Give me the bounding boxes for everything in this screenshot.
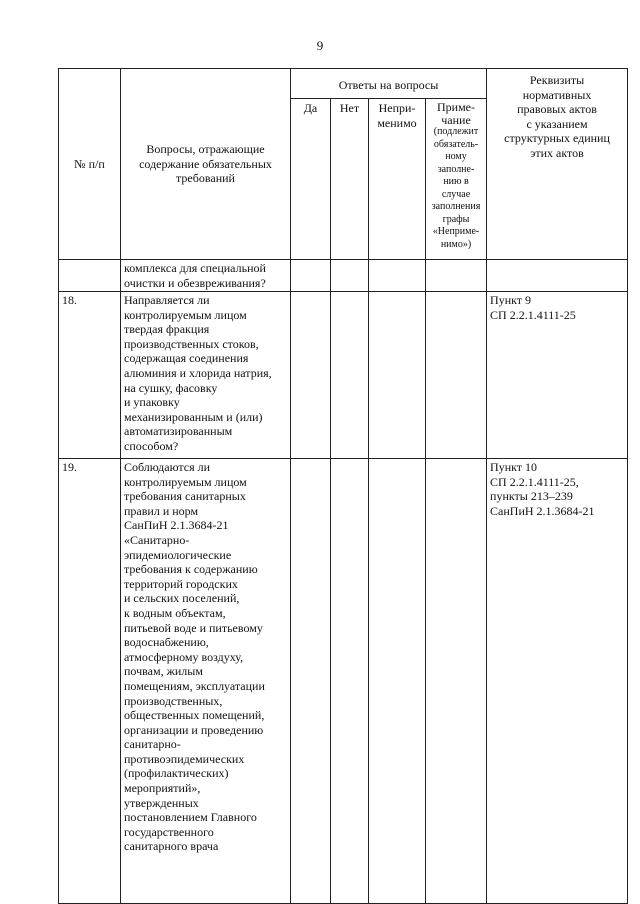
answer-note-cell — [426, 292, 487, 459]
answer-yes-cell — [291, 260, 331, 292]
requirements-table — [58, 68, 628, 904]
header-num: № п/п — [59, 69, 121, 260]
table-row — [59, 459, 628, 904]
header-no: Нет — [331, 99, 369, 260]
answer-no-cell — [331, 459, 369, 904]
header-not-applicable: Непри- менимо — [369, 99, 426, 260]
page-number: 9 — [316, 38, 324, 53]
answer-na-cell — [369, 459, 426, 904]
row-question: Направляется ли контролируемым лицом твердая фракция производственных стоков, содержащая соединения алюминия и хлорида натрия, на сушку, фасовку и упаковку механизированным и (или) автоматизированным способом? — [121, 292, 291, 459]
answer-na-cell — [369, 292, 426, 459]
table-row — [59, 292, 628, 459]
answer-note-cell — [426, 459, 487, 904]
answer-note-cell — [426, 260, 487, 292]
row-question: комплекса для специальной очистки и обезвреживания? — [121, 260, 291, 292]
answer-no-cell — [331, 292, 369, 459]
row-number — [59, 260, 121, 292]
answer-yes-cell — [291, 459, 331, 904]
row-reference: Пункт 9 СП 2.2.1.4111-25 — [487, 292, 628, 459]
header-requisites: Реквизиты нормативных правовых актов с указанием структурных единиц этих актов — [487, 69, 628, 260]
header-yes: Да — [291, 99, 331, 260]
answer-no-cell — [331, 260, 369, 292]
table-row — [59, 260, 628, 292]
answer-yes-cell — [291, 292, 331, 459]
header-answers: Ответы на вопросы — [291, 69, 487, 99]
header-note: Приме- чание (подлежит обязатель- ному заполне- нию в случае заполнения графы «Неприме- нимо») — [426, 99, 487, 260]
answer-na-cell — [369, 260, 426, 292]
row-reference — [487, 260, 628, 292]
header-question: Вопросы, отражающие содержание обязательных требований — [121, 69, 291, 260]
row-question: Соблюдаются ли контролируемым лицом требования санитарных правил и норм СанПиН 2.1.3684-21 «Санитарно- эпидемиологические требования к содержанию территорий городских и сельских поселений, к водным объектам, питьевой воде и питьевому водоснабжению, атмосферному воздуху, почвам, жилым помещениям, эксплуатации производственных, общественных помещений, организации и проведению санитарно- противоэпидемических (профилактических) мероприятий», утвержденных постановлением Главного государственного санитарного врача — [121, 459, 291, 904]
row-reference: Пункт 10 СП 2.2.1.4111-25, пункты 213–239 СанПиН 2.1.3684-21 — [487, 459, 628, 904]
row-number: 19. — [59, 459, 121, 904]
row-number: 18. — [59, 292, 121, 459]
